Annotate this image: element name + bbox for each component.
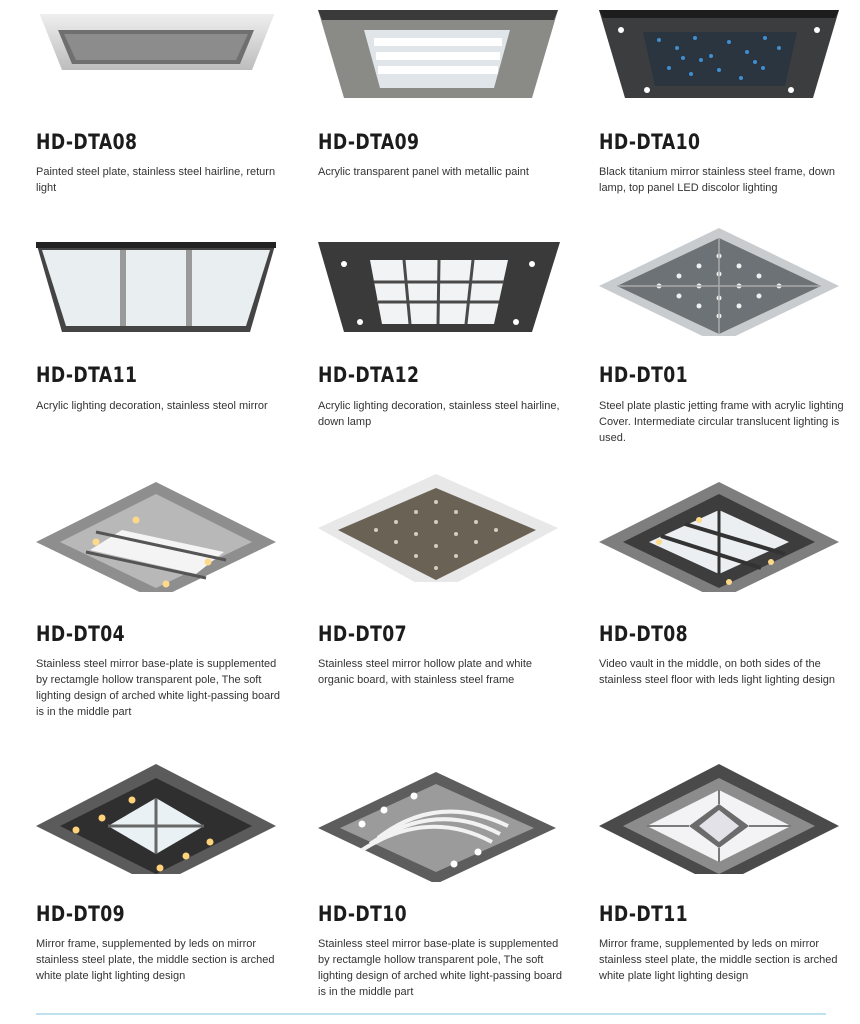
ceiling-image-dt08 xyxy=(599,482,849,592)
ceiling-image-dt10 xyxy=(318,772,568,882)
ceiling-image-dt07 xyxy=(318,472,568,582)
product-code: HD-DTA09 xyxy=(318,130,420,154)
product-code: HD-DT08 xyxy=(599,622,689,646)
ceiling-image-dta11 xyxy=(36,238,286,348)
product-description: Stainless steel mirror base-plate is supplemented by rectamgle hollow transparent pole, The soft lighting design of arched white light-passing board is in the middle part xyxy=(318,938,562,998)
ceiling-image-dt04 xyxy=(36,482,286,592)
product-description: Mirror frame, supplemented by leds on mirror stainless steel plate, the middle section is arched white plate light lighting design xyxy=(599,938,838,982)
product-code: HD-DT11 xyxy=(599,902,689,926)
product-code: HD-DTA11 xyxy=(36,363,138,387)
bottom-divider xyxy=(36,1013,826,1015)
product-code: HD-DT09 xyxy=(36,902,126,926)
product-description: Acrylic lighting decoration, stainless steel hairline, down lamp xyxy=(318,400,560,428)
product-description: Steel plate plastic jetting frame with acrylic lighting Cover. Intermediate circular translucent lighting is used. xyxy=(599,400,844,444)
product-code: HD-DTA10 xyxy=(599,130,701,154)
product-code: HD-DT01 xyxy=(599,363,689,387)
ceiling-image-dt11 xyxy=(599,764,849,874)
product-description: Black titanium mirror stainless steel frame, down lamp, top panel LED discolor lighting xyxy=(599,166,835,194)
ceiling-image-dta12 xyxy=(318,238,568,348)
ceiling-image-dt09 xyxy=(36,764,286,874)
product-code: HD-DTA08 xyxy=(36,130,138,154)
product-code: HD-DT04 xyxy=(36,622,126,646)
product-description: Acrylic transparent panel with metallic paint xyxy=(318,166,529,178)
product-description: Mirror frame, supplemented by leds on mirror stainless steel plate, the middle section is arched white plate light lighting design xyxy=(36,938,275,982)
product-description: Video vault in the middle, on both sides of the stainless steel floor with leds light lighting design xyxy=(599,658,836,686)
product-code: HD-DT10 xyxy=(318,902,408,926)
product-description: Acrylic lighting decoration, stainless steol mirror xyxy=(36,400,268,412)
ceiling-image-dta08 xyxy=(36,8,286,118)
product-description: Stainless steel mirror hollow plate and white organic board, with stainless steel frame xyxy=(318,658,532,686)
ceiling-image-dta10 xyxy=(599,8,849,118)
product-description: Painted steel plate, stainless steel hairline, return light xyxy=(36,166,276,194)
ceiling-image-dt01 xyxy=(599,226,849,336)
product-description: Stainless steel mirror base-plate is supplemented by rectamgle hollow transparent pole, The soft lighting design of arched white light-passing board is in the middle part xyxy=(36,658,280,718)
product-code: HD-DTA12 xyxy=(318,363,420,387)
ceiling-image-dta09 xyxy=(318,8,568,118)
product-code: HD-DT07 xyxy=(318,622,408,646)
